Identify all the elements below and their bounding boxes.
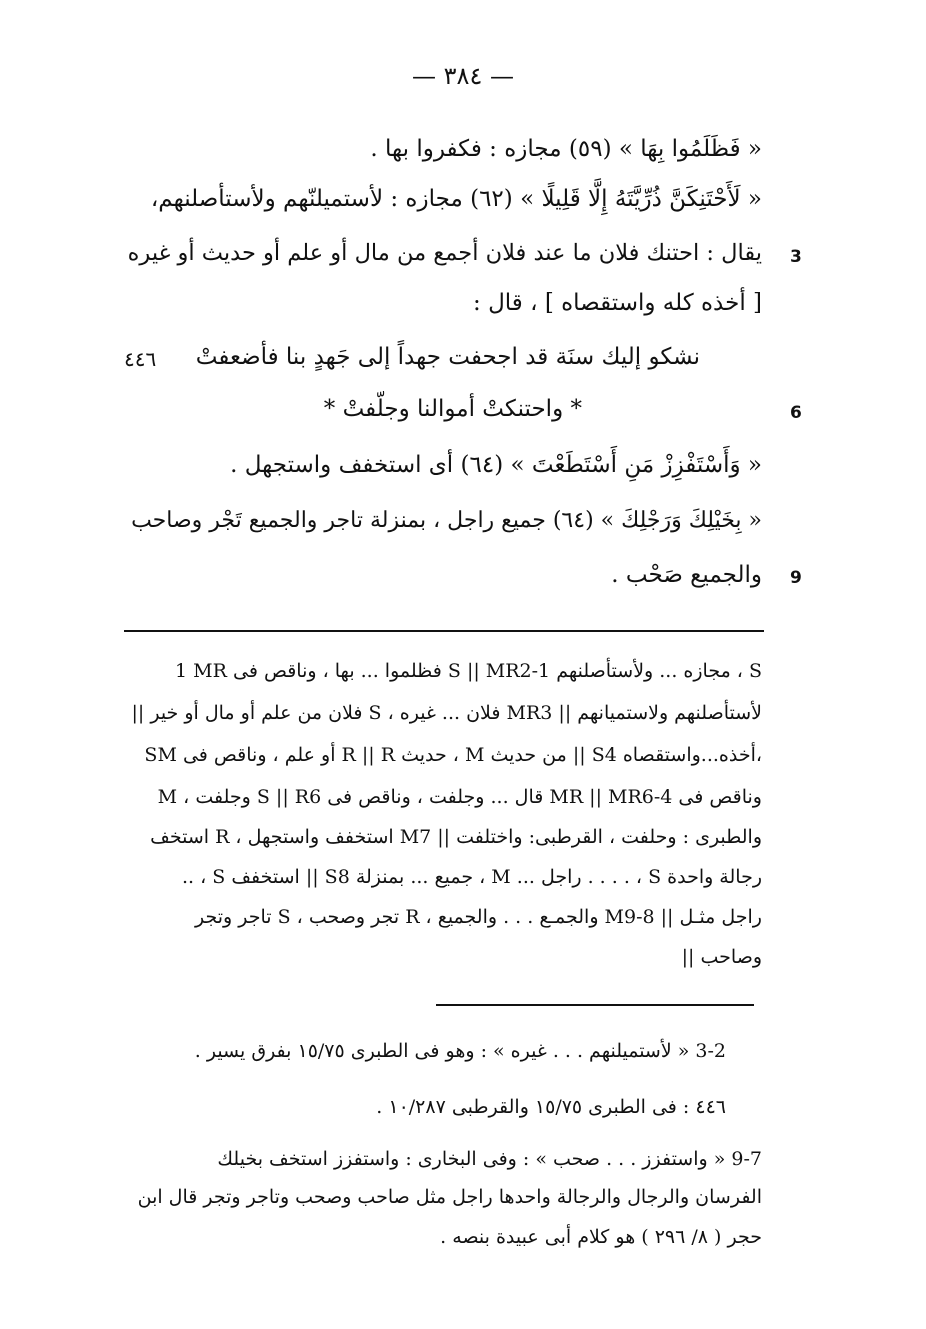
verse-line-2: * واحتنكتْ أموالنا وجلّفتْ *	[323, 396, 582, 422]
apparatus-line-3: SM أو علم ، وناقص فى R || R حديث ، M من حديث || S4 أخذه...واستقصاه،	[144, 744, 762, 766]
line-number-6: 6	[790, 403, 802, 423]
separator-rule-1	[124, 630, 764, 632]
verse-line-1: نشكو إليك سنَة قد اجحفت جهداً إلى جَهدٍ بنا فأضعفتْ	[195, 344, 700, 370]
apparatus-line-1: 1 MR فظلموا ... بها ، وناقص فى S || MR2-1 مجازه ... ولأستأصلنهم ، S	[175, 660, 762, 682]
apparatus-line-4: وناقص فى MR || MR6-4 قال ... وجلفت ، وناقص فى S || R6 وجلفت ، M	[157, 786, 762, 808]
apparatus-line-5: والطبرى : وحلفت ، القرطبى: واختلفت || M7 استخفف واستجهل ، R استخف	[150, 826, 762, 848]
main-text-line-2: « لَأَحْتَنِكَنَّ ذُرِّيَّتَهُ إِلَّا قَلِيلًا » (٦٢) مجازه : لأستميلنّهم ولأستأصلنهم،	[150, 186, 762, 212]
apparatus-line-8: وصاحب ||	[681, 946, 762, 968]
verse-reference: ٤٤٦	[124, 347, 157, 371]
note-line-5: حجر ( ٨/ ٢٩٦ ) هو كلام أبى عبيدة بنصه .	[440, 1226, 762, 1248]
apparatus-line-2: لأستأصلنهم ولاستميانهم || MR3 فلان ... غيره ، S فلان من علم أو مال أو خير ||	[131, 702, 762, 724]
apparatus-line-7: راجل مثـل || M9-8 والجمـع . . . والجميع ، R تجر وصحب ، S تاجر وتجر	[194, 906, 762, 928]
main-text-line-9: والجميع صَحْب .	[611, 562, 762, 588]
line-number-9: 9	[790, 568, 802, 588]
main-text-line-4: [ أخذه كله واستقصاه ] ، قال :	[473, 290, 762, 316]
note-line-3: 9-7 « واستفزز . . . صحب » : وفى البخارى : واستفزز استخف بخيلك	[217, 1148, 762, 1170]
note-line-1: 3-2 « لأستميلنهم . . . غيره » : وهو فى الطبرى ١٥/٧٥ بفرق يسير .	[194, 1040, 726, 1062]
line-number-3: 3	[790, 247, 802, 267]
main-text-line-7: « وَأَسْتَفْزِزْ مَنِ أَسْتَطَعْتَ » (٦٤) أى استخفف واستجهل .	[230, 452, 762, 478]
apparatus-line-6: .. ، S استخفف || S8 جميع ... بمنزلة ، M ... راجل . . . . ، S رجالة واحدة	[181, 866, 762, 888]
main-text-line-8: « بِخَيْلِكَ وَرَجْلِكَ » (٦٤) جميع راجل ، بمنزلة تاجر والجميع تَجْر وصاحب	[131, 508, 762, 533]
main-text-line-3: يقال : احتنك فلان ما عند فلان أجمع من مال أو علم أو حديث أو غيره	[127, 240, 762, 266]
note-line-4: الفرسان والرجال والرجالة واحدها راجل مثل صاحب وصحب وتاجر وتجر قال ابن	[137, 1186, 762, 1208]
main-text-line-1: « فَظَلَمُوا بِهَا » (٥٩) مجازه : فكفروا بها .	[370, 136, 762, 162]
note-line-2: ٤٤٦ : فى الطبرى ١٥/٧٥ والقرطبى ١٠/٢٨٧ .	[376, 1096, 726, 1118]
separator-rule-2	[436, 1004, 754, 1006]
page-number: — ٣٨٤ —	[412, 62, 514, 90]
